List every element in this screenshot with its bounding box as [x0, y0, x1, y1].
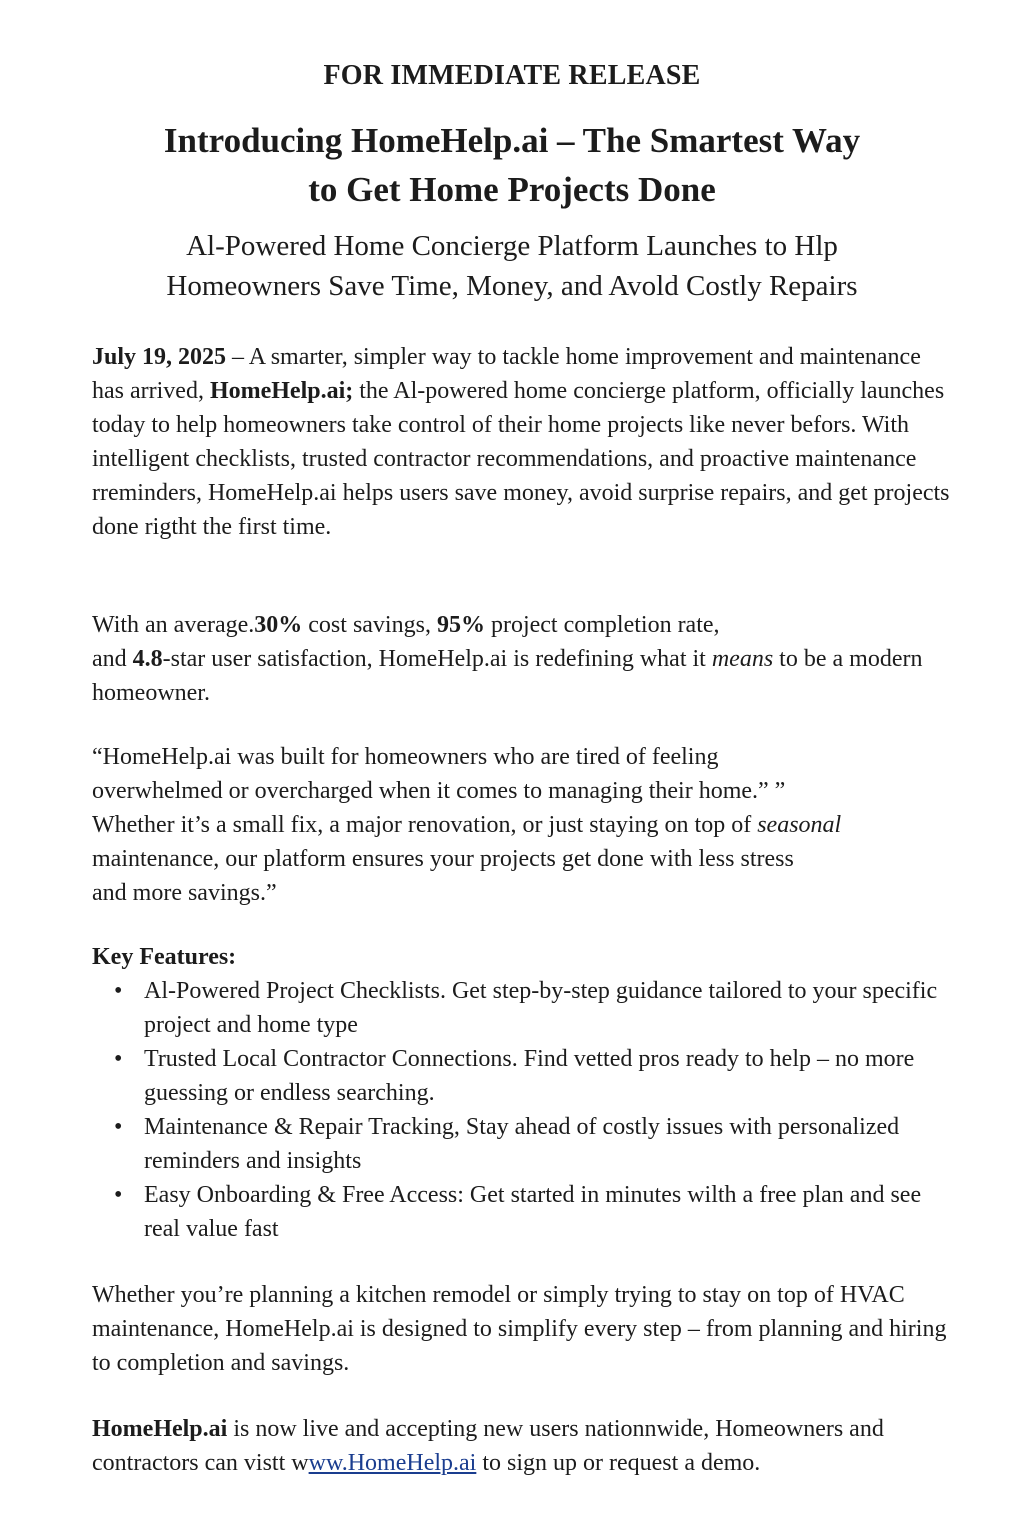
quote-line-1: “HomeHelp.ai was built for homeowners who are tired of feeling [92, 744, 719, 770]
bullet-icon: • [114, 1182, 123, 1208]
headline-line-2: to Get Home Projects Done [308, 170, 716, 209]
closing-paragraph: Whether you’re planning a kitchen remodel or simply trying to stay on top of HVAC maintenance, HomeHelp.ai is designed to simplify every step – from planning and hiring to completion and savings. [92, 1282, 947, 1376]
release-date: July 19, 2025 [92, 344, 227, 370]
stat-completion: 95% [436, 612, 485, 638]
release-label: FOR IMMEDIATE RELEASE [323, 60, 701, 91]
stats-text-5: -star user satisfaction, HomeHelp.ai is redefining what it [162, 646, 712, 672]
subheadline-line-1: Al-Powered Home Concierge Platform Launches to Hlp [186, 230, 838, 262]
stat-rating: 4.8 [132, 646, 163, 672]
cta-text-b: to sign up or request a demo. [476, 1450, 761, 1476]
intro-text-a: – A smarter, simpler way to tackle home improvement and maintenance has arrived, [92, 344, 921, 404]
features-list [92, 974, 952, 1246]
stats-text-2: cost savings, [302, 612, 437, 638]
bullet-icon: • [114, 1114, 123, 1140]
cta-paragraph [92, 1412, 952, 1480]
bullet-icon: • [114, 1046, 123, 1072]
features-heading: Key Features: [92, 944, 237, 970]
quote-line-2: overwhelmed or overcharged when it comes to managing their home.” ” [92, 778, 786, 804]
website-link[interactable]: ww.HomeHelp.ai [308, 1450, 477, 1476]
stats-emphasis: means [711, 646, 774, 672]
feature-text: Al-Powered Project Checklists. Get step-by-step guidance tailored to your specific project and home type [144, 978, 938, 1038]
intro-text-b: the Al-powered home concierge platform, officially launches today to help homeowners take control of their home projects like never befors. With intelligent checklists, trusted contractor recommendations, and proactive maintenance rreminders, HomeHelp.ai helps users save money, avoid surprise repairs, and get projects done rigtht the first time. [92, 378, 950, 540]
cta-text-a: is now live and accepting new users nationnwide, Homeowners and contractors can vistt w [92, 1416, 884, 1476]
stats-paragraph [92, 608, 952, 710]
stats-text-1: With an average. [92, 612, 255, 638]
feature-item [92, 1110, 952, 1178]
subheadline-line-2: Homeowners Save Time, Money, and Avold Costly Repairs [166, 270, 858, 302]
cta-brand: HomeHelp.ai [92, 1416, 228, 1442]
quote-line-4: maintenance, our platform ensures your projects get done with less stress [92, 846, 794, 872]
subheadline [60, 226, 964, 306]
stats-text-4: and [92, 646, 133, 672]
stat-savings: 30% [254, 612, 303, 638]
quote-paragraph [92, 740, 952, 910]
feature-text: Maintenance & Repair Tracking, Stay ahead of costly issues with personalized reminders and insights [144, 1114, 900, 1174]
intro-paragraph [92, 340, 952, 544]
feature-item [92, 974, 952, 1042]
headline [60, 116, 964, 214]
quote-line-5: and more savings.” [92, 880, 277, 906]
feature-text: Easy Onboarding & Free Access: Get started in minutes wilth a free plan and see real value fast [144, 1182, 922, 1242]
feature-item [92, 1042, 952, 1110]
stats-text-6: to be a modern homeowner. [92, 646, 923, 706]
intro-brand: HomeHelp.ai; [209, 378, 354, 404]
headline-line-1: Introducing HomeHelp.ai – The Smartest Way [163, 121, 861, 160]
stats-text-3: project completion rate, [484, 612, 720, 638]
feature-item [92, 1178, 952, 1246]
quote-line-3: Whether it’s a small fix, a major renovation, or just staying on top of [92, 812, 758, 838]
feature-text: Trusted Local Contractor Connections. Find vetted pros ready to help – no more guessing or endless searching. [144, 1046, 915, 1106]
quote-emphasis: seasonal [757, 812, 842, 838]
bullet-icon: • [114, 978, 123, 1004]
